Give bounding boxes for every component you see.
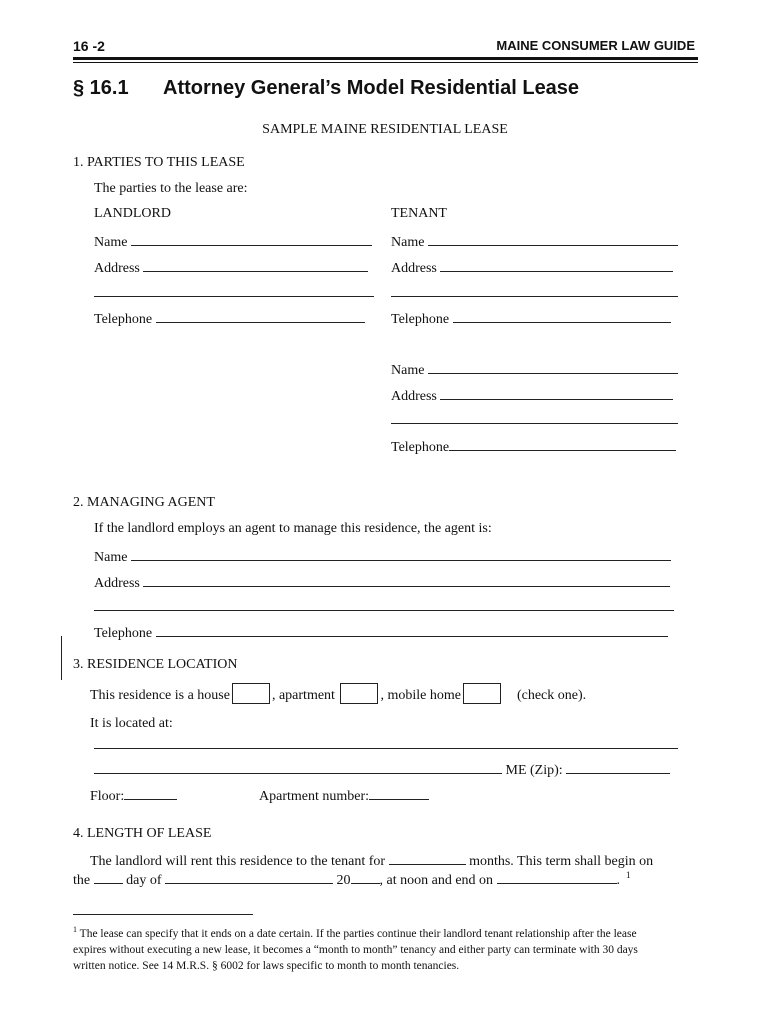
agent-intro: If the landlord employs an agent to manage this residence, the agent is: (94, 521, 492, 536)
length-text: day of (126, 873, 162, 888)
field-label: Address (391, 389, 437, 404)
revision-bar (61, 636, 62, 680)
floor-label: Floor: (90, 789, 125, 804)
parties-intro: The parties to the lease are: (94, 181, 248, 196)
landlord-telephone-field[interactable] (94, 309, 365, 328)
length-text: , at noon and end on (379, 873, 494, 888)
tenant-address-field[interactable] (391, 258, 673, 277)
check-one-note: (check one). (516, 688, 587, 703)
page-number: 16 -2 (73, 38, 105, 54)
field-label: Name (391, 235, 425, 250)
footnote-ref: 1 (626, 870, 631, 881)
footnote-text: The lease can specify that it ends on a date certain. If the parties continue their landlord tenant relationship after the lease (77, 927, 637, 940)
agent-telephone-field[interactable] (94, 623, 668, 642)
location-address-line1[interactable] (94, 748, 678, 749)
agent-name-field[interactable] (94, 547, 671, 566)
months-field[interactable] (389, 851, 466, 865)
footnote-line: written notice. See 14 M.R.S. § 6002 for laws specific to month to month tenancies. (73, 959, 460, 972)
tenant2-name-field[interactable] (391, 360, 678, 379)
footnote (73, 922, 638, 974)
length-heading: 4. LENGTH OF LEASE (73, 826, 212, 841)
footnote-number: 1 (73, 925, 77, 934)
tenant-telephone-field[interactable] (391, 309, 671, 328)
field-label: Telephone (94, 626, 153, 641)
location-address-line2[interactable] (94, 760, 502, 774)
apartment-label: , apartment (271, 688, 335, 703)
landlord-name-field[interactable] (94, 232, 372, 251)
header-rule-thin (73, 62, 698, 63)
guide-title: MAINE CONSUMER LAW GUIDE (496, 38, 695, 53)
residence-prefix: This residence is a house (90, 688, 230, 703)
location-address-line2-row (94, 760, 670, 779)
header-rule-thick (73, 57, 698, 60)
field-label: Address (391, 261, 437, 276)
length-line1 (90, 851, 653, 870)
landlord-address-field[interactable] (94, 258, 368, 277)
apartment-number-label: Apartment number: (259, 789, 370, 804)
tenant-address-line2[interactable] (391, 296, 678, 297)
mobile-home-checkbox[interactable] (463, 683, 501, 704)
agent-address-line2[interactable] (94, 610, 674, 611)
length-text: the (73, 873, 91, 888)
section-number: § 16.1 (73, 77, 129, 99)
tenant2-address-line2[interactable] (391, 423, 678, 424)
section-title: Attorney General’s Model Residential Lease (163, 77, 580, 99)
start-day-field[interactable] (94, 870, 123, 884)
field-label: Address (94, 576, 140, 591)
field-label: Name (391, 363, 425, 378)
tenant2-telephone-field[interactable] (391, 437, 676, 456)
zip-label: ME (Zip): (505, 763, 563, 778)
apartment-checkbox[interactable] (340, 683, 378, 704)
residence-type-row (90, 683, 586, 704)
agent-address-field[interactable] (94, 573, 670, 592)
agent-heading: 2. MANAGING AGENT (73, 495, 215, 510)
footnote-line: expires without executing a new lease, it becomes a “month to month” tenancy and either party can terminate with 30 days (73, 943, 638, 956)
tenant2-address-field[interactable] (391, 386, 673, 405)
house-checkbox[interactable] (232, 683, 270, 704)
landlord-address-line2[interactable] (94, 296, 374, 297)
length-line2 (73, 870, 631, 889)
length-text: 20 (336, 873, 351, 888)
field-label: Telephone (94, 312, 153, 327)
length-text: The landlord will rent this residence to the tenant for (90, 854, 386, 869)
field-label: Name (94, 550, 128, 565)
footnote-line (73, 922, 638, 942)
footnote-separator (73, 914, 253, 915)
apartment-number-field[interactable] (259, 786, 429, 805)
length-text: . (616, 873, 621, 888)
field-label: Address (94, 261, 140, 276)
location-heading: 3. RESIDENCE LOCATION (73, 657, 238, 672)
floor-field[interactable] (90, 786, 177, 805)
zip-field[interactable] (566, 760, 670, 774)
field-label: Telephone (391, 312, 450, 327)
landlord-label: LANDLORD (94, 206, 171, 221)
tenant-name-field[interactable] (391, 232, 678, 251)
parties-heading: 1. PARTIES TO THIS LEASE (73, 155, 245, 170)
field-label: Telephone (391, 440, 450, 455)
mobile-home-label: , mobile home (380, 688, 461, 703)
tenant-label: TENANT (391, 206, 447, 221)
field-label: Name (94, 235, 128, 250)
located-at-label: It is located at: (90, 716, 173, 731)
length-text: months. This term shall begin on (469, 854, 654, 869)
start-year-field[interactable] (351, 870, 380, 884)
page-subtitle: SAMPLE MAINE RESIDENTIAL LEASE (262, 122, 508, 137)
end-date-field[interactable] (497, 870, 617, 884)
start-month-field[interactable] (165, 870, 333, 884)
